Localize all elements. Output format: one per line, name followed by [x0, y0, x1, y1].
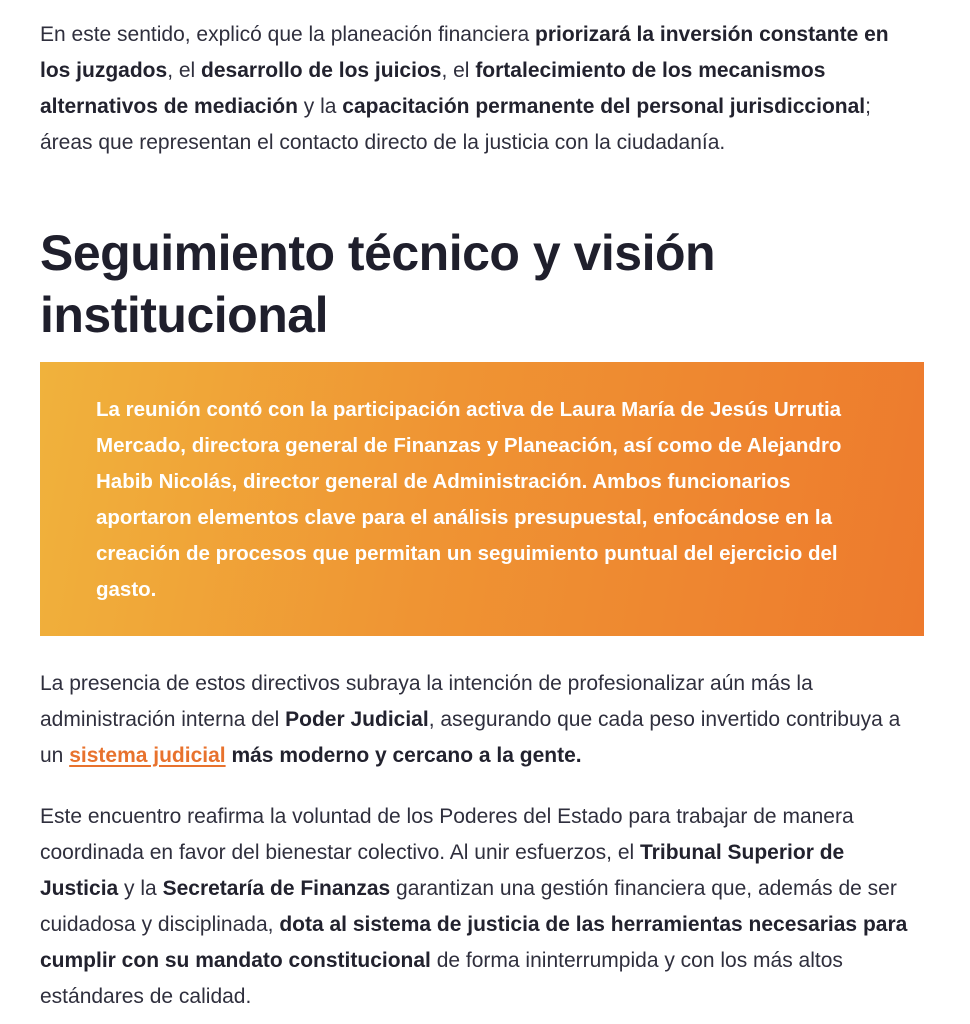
- paragraph-directivos: [40, 666, 924, 774]
- text-segment: Este encuentro reafirma la voluntad de los Poderes del Estado para trabajar de manera coordinada en favor del bienestar colectivo. Al unir esfuerzos, el: [40, 805, 854, 864]
- bold-segment: capacitación permanente del personal jurisdiccional: [342, 95, 866, 118]
- bold-segment: Secretaría de Finanzas: [162, 877, 391, 900]
- quote-text: La reunión contó con la participación activa de Laura María de Jesús Urrutia Mercado, directora general de Finanzas y Planeación, así como de Alejandro Habib Nicolás, director general de Administración. Ambos funcionarios aportaron elementos clave para el análisis presupuestal, enfocándose en la creación de procesos que permitan un seguimiento puntual del ejercicio del gasto.: [96, 398, 842, 601]
- highlight-quote-box: [40, 362, 924, 636]
- text-segment: y la: [118, 877, 163, 900]
- bold-segment: Tribunal Superior de Justicia: [40, 841, 845, 900]
- sistema-judicial-link[interactable]: sistema judicial: [69, 744, 226, 767]
- text-segment: , el: [441, 59, 476, 82]
- text-segment: La presencia de estos directivos subraya la intención de profesionalizar aún más la administración interna del: [40, 672, 813, 731]
- bold-segment: desarrollo de los juicios: [201, 59, 442, 82]
- text-segment: , el: [167, 59, 202, 82]
- text-segment: , asegurando que cada peso invertido contribuya a un: [40, 708, 901, 767]
- paragraph-planeacion: [40, 17, 924, 161]
- text-segment: ; áreas que representan el contacto directo de la justicia con la ciudadanía.: [40, 95, 871, 154]
- paragraph-encuentro: [40, 799, 924, 1015]
- bold-segment: dota al sistema de justicia de las herramientas necesarias para cumplir con su mandato constitucional: [40, 913, 908, 972]
- text-segment: garantizan una gestión financiera que, además de ser cuidadosa y disciplinada,: [40, 877, 897, 936]
- bold-segment: Poder Judicial: [285, 708, 429, 731]
- bold-segment: priorizará la inversión constante en los juzgados: [40, 23, 889, 82]
- section-heading: Seguimiento técnico y visión institucional: [40, 225, 716, 343]
- text-segment: de forma ininterrumpida y con los más altos estándares de calidad.: [40, 949, 843, 1008]
- text-segment: En este sentido, explicó que la planeación financiera: [40, 23, 535, 46]
- bold-segment: fortalecimiento de los mecanismos alternativos de mediación: [40, 59, 826, 118]
- text-segment: y la: [297, 95, 343, 118]
- bold-segment: más moderno y cercano a la gente.: [231, 744, 582, 767]
